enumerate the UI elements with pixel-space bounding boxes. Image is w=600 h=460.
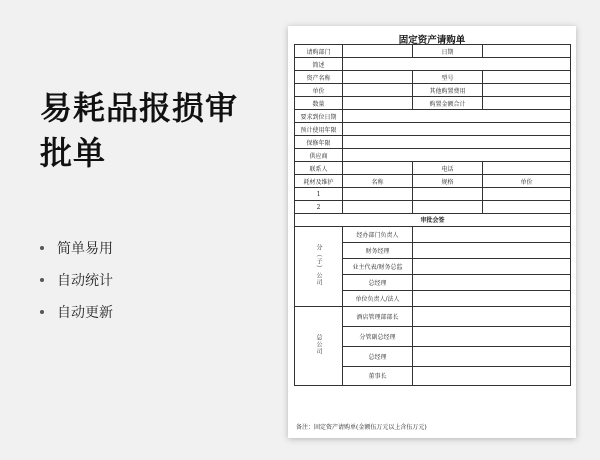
asset-name-value [343,71,413,84]
signer-role: 经办部门负责人 [343,226,413,242]
contact-label: 联系人 [295,162,343,175]
dept-value [343,45,413,58]
col-spec-header: 规格 [413,175,483,188]
signer-role: 酒店管理部部长 [343,306,413,326]
other-cost-label: 其他购置费用 [413,84,483,97]
warranty-label: 保修年限 [295,136,343,149]
signature-cell [413,242,571,258]
table-row [295,306,571,326]
table-cell [483,188,571,201]
signature-cell [413,258,571,274]
table-row [295,58,571,71]
model-label: 型号 [413,71,483,84]
document-preview [288,26,576,438]
phone-label: 电话 [413,162,483,175]
table-row [295,214,571,227]
bullet-dot-icon [40,278,44,282]
bullet-dot-icon [40,310,44,314]
feature-item [40,296,113,328]
dept-label: 请购部门 [295,45,343,58]
feature-label: 自动统计 [57,273,113,289]
signer-role: 董事长 [343,366,413,385]
contact-value [343,162,413,175]
table-cell [413,201,483,214]
table-row [295,162,571,175]
branch-label: 分（子）公司 [315,244,322,286]
model-value [483,71,571,84]
usage-years-value [343,123,571,136]
unit-price-value [343,84,413,97]
table-row [295,123,571,136]
total-label: 购置金额合计 [413,97,483,110]
other-cost-value [483,84,571,97]
row-number: 1 [295,188,343,201]
quantity-label: 数量 [295,97,343,110]
signature-cell [413,290,571,306]
signer-role: 总经理 [343,346,413,366]
signature-cell [413,226,571,242]
usage-years-label: 预计使用年限 [295,123,343,136]
form-note: 备注：固定资产请购单(金额伍万元以上含伍万元) [296,424,427,431]
warranty-value [343,136,571,149]
unit-price-label: 单价 [295,84,343,97]
table-row [295,84,571,97]
summary-label: 简述 [295,58,343,71]
branch-label-cell [295,226,343,306]
col-price-header: 单价 [483,175,571,188]
table-row [295,110,571,123]
col-name-header: 名称 [343,175,413,188]
signature-cell [413,326,571,346]
feature-item [40,264,113,296]
table-cell [483,201,571,214]
bullet-dot-icon [40,246,44,250]
hq-label-cell [295,306,343,385]
feature-item [40,232,113,264]
hero-title: 易耗品报损审批单 [40,89,239,172]
table-cell [343,201,413,214]
supplier-label: 供应商 [295,149,343,162]
signature-cell [413,366,571,385]
arrival-label: 要求到位日期 [295,110,343,123]
table-row [295,97,571,110]
quantity-value [343,97,413,110]
table-row [295,226,571,242]
purchase-request-form [294,44,571,386]
row-number: 2 [295,201,343,214]
table-row [295,71,571,84]
consumables-label: 耗材及维护 [295,175,343,188]
supplier-value [343,149,571,162]
signer-role: 业主代表/财务总监 [343,258,413,274]
signer-role: 总经理 [343,274,413,290]
hq-label: 总公司 [315,334,322,355]
date-label: 日期 [413,45,483,58]
form-title: 固定资产请购单 [398,35,466,46]
approval-header: 审批会签 [295,214,571,227]
feature-list [40,232,113,328]
signature-cell [413,274,571,290]
table-row [295,136,571,149]
signer-role: 财务经理 [343,242,413,258]
summary-value [343,58,571,71]
table-row [295,188,571,201]
table-cell [413,188,483,201]
table-row [295,45,571,58]
signature-cell [413,306,571,326]
asset-name-label: 资产名称 [295,71,343,84]
table-row [295,149,571,162]
feature-label: 自动更新 [57,305,113,321]
table-cell [343,188,413,201]
table-row [295,175,571,188]
signer-role: 单位负责人/法人 [343,290,413,306]
feature-label: 简单易用 [57,241,113,257]
date-value [483,45,571,58]
total-value [483,97,571,110]
arrival-value [343,110,571,123]
signer-role: 分管副总经理 [343,326,413,346]
signature-cell [413,346,571,366]
phone-value [483,162,571,175]
table-row [295,201,571,214]
